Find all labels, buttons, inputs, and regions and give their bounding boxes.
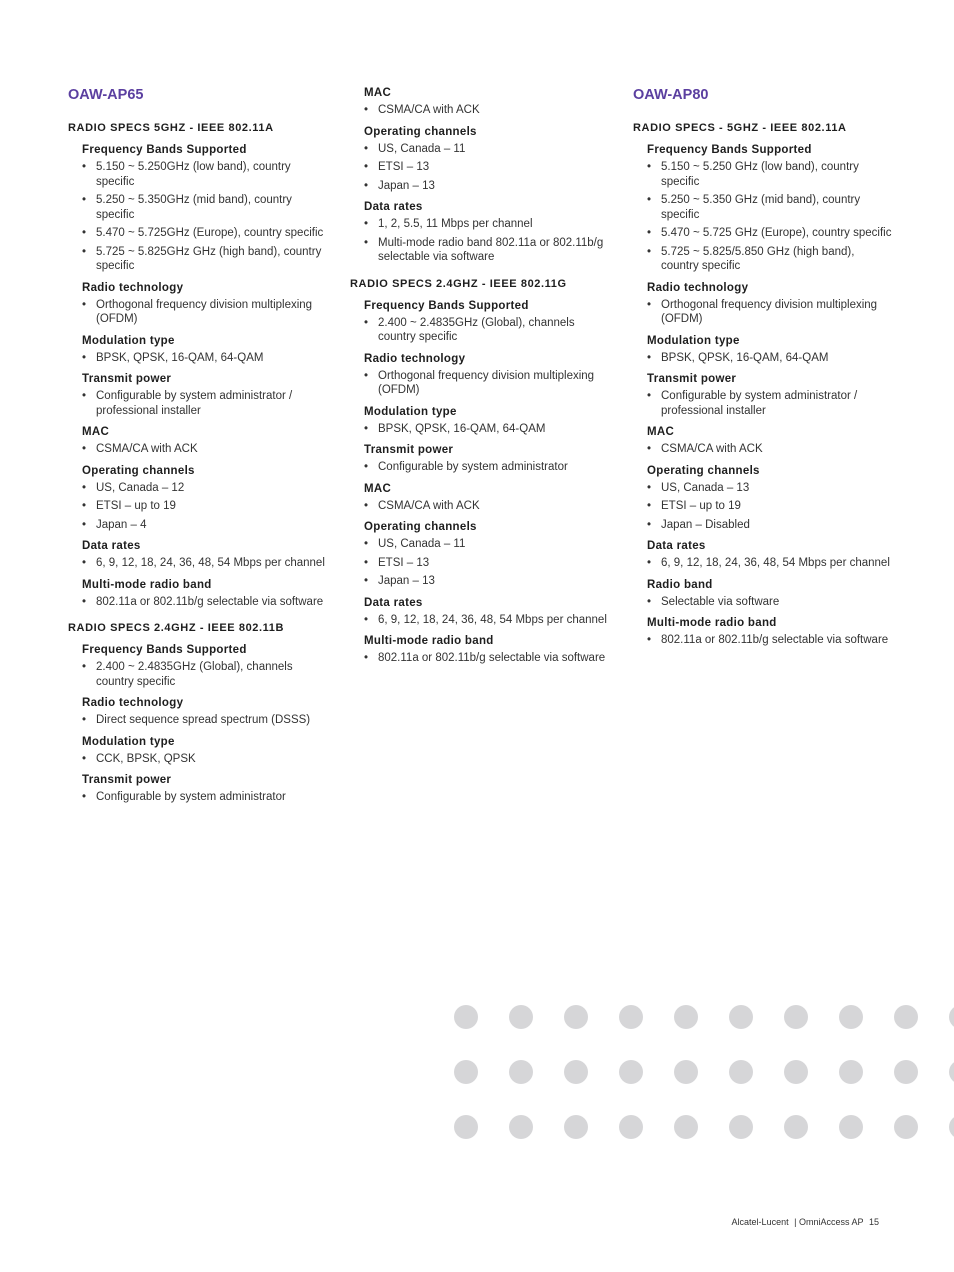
list-item: • Orthogonal frequency division multiplexing (OFDM) <box>647 298 895 327</box>
spec-title: Frequency Bands Supported <box>647 144 812 156</box>
spec-title: Data rates <box>647 540 706 552</box>
list-item: • 5.725 ~ 5.825GHz GHz (high band), country specific <box>82 245 330 274</box>
spec-data-rates <box>364 596 612 628</box>
decorative-dot <box>454 1060 478 1084</box>
list-item: • Configurable by system administrator <box>364 460 612 475</box>
spec-title: Transmit power <box>82 373 172 385</box>
spec-radio-technology <box>82 281 330 327</box>
decorative-dot <box>784 1115 808 1139</box>
list-item: • CCK, BPSK, QPSK <box>82 752 330 767</box>
spec-title: Modulation type <box>82 334 175 347</box>
decorative-dot <box>564 1060 588 1084</box>
bullet-list <box>364 316 612 345</box>
spec-title: Operating channels <box>647 464 760 477</box>
bullet-list <box>82 790 330 805</box>
spec-title: Modulation type <box>647 334 740 347</box>
bullet-list <box>364 499 612 514</box>
decorative-dot <box>729 1115 753 1139</box>
decorative-dot <box>674 1060 698 1084</box>
spec-title: MAC <box>364 87 392 99</box>
bullet-list <box>82 595 330 610</box>
spec-mac <box>364 86 612 118</box>
list-item: • US, Canada – 11 <box>364 142 612 157</box>
spec-title: Frequency Bands Supported <box>82 144 247 156</box>
bullet-list <box>647 298 895 327</box>
decorative-dot <box>894 1115 918 1139</box>
list-item: • 6, 9, 12, 18, 24, 36, 48, 54 Mbps per channel <box>647 556 895 571</box>
decorative-dot <box>729 1060 753 1084</box>
list-item: • ETSI – up to 19 <box>82 499 330 514</box>
decorative-dot <box>454 1115 478 1139</box>
column-continued <box>350 86 612 678</box>
spec-multi-mode-radio-band <box>647 616 895 648</box>
spec-title: Data rates <box>364 201 423 213</box>
spec-title: Multi-mode radio band <box>82 578 212 591</box>
spec-operating-channels <box>82 464 330 533</box>
decorative-dot-grid <box>454 1005 954 1145</box>
list-item: • US, Canada – 13 <box>647 481 895 496</box>
spec-mac <box>647 425 895 457</box>
list-item: • CSMA/CA with ACK <box>364 103 612 118</box>
spec-modulation-type <box>364 405 612 437</box>
decorative-dot <box>949 1115 954 1139</box>
spec-radio-technology <box>647 281 895 327</box>
list-item: • 802.11a or 802.11b/g selectable via software <box>82 595 330 610</box>
spec-title: Operating channels <box>82 464 195 477</box>
decorative-dot <box>509 1115 533 1139</box>
spec-title: Transmit power <box>82 774 172 786</box>
list-item: • US, Canada – 12 <box>82 481 330 496</box>
spec-frequency-bands <box>364 299 612 345</box>
section-title: RADIO SPECS 5GHZ - IEEE 802.11A <box>68 122 274 134</box>
decorative-dot <box>784 1005 808 1029</box>
decorative-dot <box>564 1115 588 1139</box>
section-5ghz-80211a <box>633 121 895 648</box>
spec-title: Modulation type <box>82 735 175 748</box>
spec-modulation-type <box>82 334 330 366</box>
spec-title: Radio technology <box>82 281 184 294</box>
list-item: • 1, 2, 5.5, 11 Mbps per channel <box>364 217 612 232</box>
spec-mac <box>82 425 330 457</box>
list-item: • US, Canada – 11 <box>364 537 612 552</box>
decorative-dot <box>674 1115 698 1139</box>
spec-transmit-power <box>647 372 895 418</box>
bullet-list <box>364 103 612 118</box>
list-item: • ETSI – up to 19 <box>647 499 895 514</box>
list-item: • CSMA/CA with ACK <box>364 499 612 514</box>
spec-title: Radio technology <box>647 281 749 294</box>
list-item: • Selectable via software <box>647 595 895 610</box>
spec-title: MAC <box>647 426 675 438</box>
decorative-dot <box>784 1060 808 1084</box>
bullet-list <box>364 537 612 589</box>
list-item: • 5.150 ~ 5.250 GHz (low band), country specific <box>647 160 895 189</box>
bullet-list <box>647 160 895 274</box>
list-item: • Direct sequence spread spectrum (DSSS) <box>82 713 330 728</box>
list-item: • Orthogonal frequency division multiplexing (OFDM) <box>364 369 612 398</box>
spec-title: Radio band <box>647 578 713 591</box>
bullet-list <box>364 142 612 194</box>
spec-radio-technology <box>364 352 612 398</box>
decorative-dot <box>674 1005 698 1029</box>
spec-operating-channels <box>647 464 895 533</box>
spec-title: Multi-mode radio band <box>647 617 777 629</box>
spec-title: Data rates <box>82 540 141 552</box>
spec-title: Frequency Bands Supported <box>364 299 529 312</box>
bullet-list <box>647 481 895 533</box>
spec-transmit-power <box>82 773 330 805</box>
bullet-list <box>647 389 895 418</box>
spec-data-rates <box>364 200 612 265</box>
bullet-list <box>364 422 612 437</box>
list-item: • Configurable by system administrator <box>82 790 330 805</box>
list-item: • Configurable by system administrator / professional installer <box>647 389 895 418</box>
spec-title: Frequency Bands Supported <box>82 644 247 656</box>
decorative-dot <box>509 1005 533 1029</box>
list-item: • BPSK, QPSK, 16-QAM, 64-QAM <box>364 422 612 437</box>
list-item: • Configurable by system administrator / professional installer <box>82 389 330 418</box>
product-title-ap65: OAW-AP65 <box>68 87 144 103</box>
footer-product: | OmniAccess AP <box>794 1217 864 1227</box>
spec-title: Modulation type <box>364 405 457 418</box>
decorative-dot <box>949 1005 954 1029</box>
decorative-dot <box>894 1060 918 1084</box>
spec-title: MAC <box>364 482 392 495</box>
spec-data-rates <box>647 539 895 571</box>
section-24ghz-80211b <box>68 621 330 805</box>
spec-modulation-type <box>82 735 330 767</box>
spec-operating-channels <box>364 520 612 589</box>
section-title: RADIO SPECS 2.4GHZ - IEEE 802.11G <box>350 277 567 290</box>
bullet-list <box>82 298 330 327</box>
bullet-list <box>364 460 612 475</box>
list-item: • 2.400 ~ 2.4835GHz (Global), channels country specific <box>82 660 330 689</box>
list-item: • Japan – 13 <box>364 179 612 194</box>
bullet-list <box>364 613 612 628</box>
list-item: • Multi-mode radio band 802.11a or 802.11b/g selectable via software <box>364 236 612 265</box>
bullet-list <box>82 556 330 571</box>
list-item: • 5.470 ~ 5.725GHz (Europe), country specific <box>82 226 330 241</box>
page-footer <box>732 1216 882 1228</box>
list-item: • Orthogonal frequency division multiplexing (OFDM) <box>82 298 330 327</box>
bullet-list <box>647 595 895 610</box>
spec-frequency-bands <box>82 643 330 689</box>
list-item: • ETSI – 13 <box>364 160 612 175</box>
bullet-list <box>82 660 330 689</box>
list-item: • 5.250 ~ 5.350 GHz (mid band), country specific <box>647 193 895 222</box>
list-item: • Japan – 4 <box>82 518 330 533</box>
spec-title: Data rates <box>364 596 423 609</box>
section-80211b-continued <box>350 86 612 265</box>
spec-radio-technology <box>82 696 330 728</box>
product-title-ap80: OAW-AP80 <box>633 87 709 103</box>
list-item: • CSMA/CA with ACK <box>82 442 330 457</box>
spec-title: Transmit power <box>364 444 454 456</box>
bullet-list <box>647 442 895 457</box>
spec-frequency-bands <box>82 143 330 274</box>
section-title: RADIO SPECS 2.4GHZ - IEEE 802.11B <box>68 622 285 634</box>
list-item: • Japan – Disabled <box>647 518 895 533</box>
spec-multi-mode-radio-band <box>82 578 330 610</box>
bullet-list <box>647 633 895 648</box>
decorative-dot <box>949 1060 954 1084</box>
section-title: RADIO SPECS - 5GHZ - IEEE 802.11A <box>633 122 847 134</box>
list-item: • 2.400 ~ 2.4835GHz (Global), channels country specific <box>364 316 612 345</box>
list-item: • 802.11a or 802.11b/g selectable via software <box>364 651 612 666</box>
list-item: • 6, 9, 12, 18, 24, 36, 48, 54 Mbps per channel <box>82 556 330 571</box>
bullet-list <box>82 160 330 274</box>
spec-transmit-power <box>82 372 330 418</box>
decorative-dot <box>894 1005 918 1029</box>
bullet-list <box>82 481 330 533</box>
decorative-dot <box>564 1005 588 1029</box>
spec-title: Radio technology <box>364 352 466 365</box>
decorative-dot <box>839 1005 863 1029</box>
section-24ghz-80211g <box>350 277 612 666</box>
spec-title: Transmit power <box>647 373 737 385</box>
list-item: • Japan – 13 <box>364 574 612 589</box>
spec-data-rates <box>82 539 330 571</box>
footer-company: Alcatel-Lucent <box>731 1217 789 1227</box>
bullet-list <box>82 442 330 457</box>
list-item: • 6, 9, 12, 18, 24, 36, 48, 54 Mbps per channel <box>364 613 612 628</box>
list-item: • CSMA/CA with ACK <box>647 442 895 457</box>
bullet-list <box>364 651 612 666</box>
list-item: • 802.11a or 802.11b/g selectable via software <box>647 633 895 648</box>
decorative-dot <box>839 1060 863 1084</box>
decorative-dot <box>619 1060 643 1084</box>
list-item: • 5.725 ~ 5.825/5.850 GHz (high band), country specific <box>647 245 895 274</box>
decorative-dot <box>509 1060 533 1084</box>
decorative-dot <box>619 1115 643 1139</box>
list-item: • 5.150 ~ 5.250GHz (low band), country specific <box>82 160 330 189</box>
spec-mac <box>364 482 612 514</box>
spec-radio-band <box>647 578 895 610</box>
list-item: • 5.250 ~ 5.350GHz (mid band), country specific <box>82 193 330 222</box>
spec-title: Multi-mode radio band <box>364 635 494 647</box>
spec-title: Operating channels <box>364 125 477 138</box>
column-oaw-ap80 <box>633 86 895 660</box>
list-item: • ETSI – 13 <box>364 556 612 571</box>
spec-title: Operating channels <box>364 521 477 533</box>
spec-title: MAC <box>82 426 110 438</box>
page-number: 15 <box>868 1217 879 1227</box>
section-5ghz-80211a <box>68 121 330 609</box>
list-item: • BPSK, QPSK, 16-QAM, 64-QAM <box>647 351 895 366</box>
bullet-list <box>647 556 895 571</box>
bullet-list <box>364 217 612 265</box>
spec-multi-mode-radio-band <box>364 634 612 666</box>
spec-modulation-type <box>647 334 895 366</box>
decorative-dot <box>839 1115 863 1139</box>
decorative-dot <box>454 1005 478 1029</box>
list-item: • 5.470 ~ 5.725 GHz (Europe), country specific <box>647 226 895 241</box>
bullet-list <box>364 369 612 398</box>
spec-frequency-bands <box>647 143 895 274</box>
spec-transmit-power <box>364 443 612 475</box>
decorative-dot <box>729 1005 753 1029</box>
bullet-list <box>82 351 330 366</box>
spec-title: Radio technology <box>82 697 184 709</box>
bullet-list <box>647 351 895 366</box>
bullet-list <box>82 752 330 767</box>
bullet-list <box>82 713 330 728</box>
list-item: • BPSK, QPSK, 16-QAM, 64-QAM <box>82 351 330 366</box>
bullet-list <box>82 389 330 418</box>
column-oaw-ap65 <box>68 86 330 817</box>
decorative-dot <box>619 1005 643 1029</box>
spec-operating-channels <box>364 125 612 194</box>
